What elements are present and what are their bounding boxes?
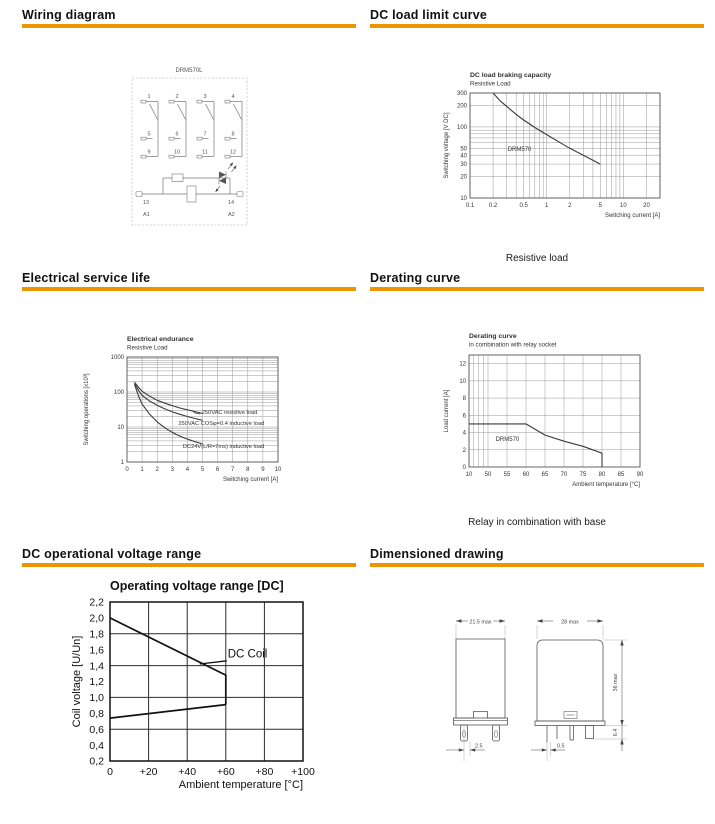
- x-tick-label: +60: [216, 766, 235, 778]
- y-tick-label: 1000: [110, 355, 124, 362]
- pin-pad: [169, 137, 174, 140]
- y-tick-label: 1,8: [89, 628, 104, 641]
- chart-title: Derating curve: [469, 333, 517, 340]
- y-tick-label: 1,2: [89, 676, 104, 689]
- x-tick-label: 1: [545, 203, 549, 209]
- pin-pad: [197, 100, 202, 103]
- x-tick-label: +40: [178, 766, 197, 778]
- x-tick-label: 3: [170, 467, 174, 473]
- y-tick-label: 0: [462, 465, 466, 472]
- chart-subtitle: Resistive Load: [470, 80, 511, 88]
- x-tick-label: 75: [579, 472, 587, 478]
- section-dimensions-header: [370, 547, 704, 567]
- x-axis-label: Switching current [A]: [222, 477, 278, 483]
- series-label: 250VAC COSφ=0.4 inductive load: [178, 420, 265, 427]
- x-tick-label: 60: [522, 472, 530, 478]
- pin-number-top: 2: [175, 94, 179, 100]
- x-tick-label: 65: [541, 472, 549, 478]
- chart-title: Operating voltage range [DC]: [110, 579, 284, 593]
- section-title-service-life: Electrical service life: [22, 271, 151, 285]
- x-tick-label: 0.2: [488, 203, 498, 209]
- pin-number-mid: 8: [231, 131, 235, 138]
- section-service-life-header: [22, 271, 356, 291]
- relay-front-view: [446, 619, 508, 761]
- y-tick-label: 10: [459, 378, 466, 385]
- y-tick-label: 100: [456, 125, 467, 132]
- y-axis-label: Switching voltage [V DC]: [444, 112, 450, 179]
- contact-arm: [178, 104, 186, 120]
- section-underline: [370, 563, 704, 567]
- pin-number-bottom: 10: [173, 149, 181, 156]
- dim-pitch-left-label: 2.5: [475, 743, 483, 750]
- x-axis-label: Switching current [A]: [604, 213, 660, 219]
- x-tick-label: 0.5: [519, 203, 528, 209]
- dim-pitch-right-label: 0.5: [557, 743, 565, 750]
- pin-pad: [169, 155, 174, 158]
- pin-pad: [225, 155, 230, 158]
- section-underline: [22, 563, 356, 567]
- y-tick-label: 12: [459, 361, 466, 368]
- pin-number-mid: 6: [175, 131, 179, 138]
- x-tick-label: 90: [636, 472, 644, 478]
- x-tick-label: 10: [620, 203, 627, 209]
- label-leader-line: [200, 661, 227, 664]
- x-tick-label: +100: [291, 766, 315, 778]
- contact-arm: [150, 104, 158, 120]
- y-axis-label: Switching operations [x10³]: [84, 373, 90, 446]
- relay-side-view: [531, 619, 627, 761]
- derating-chart: [440, 326, 680, 496]
- series-label: DC Coil: [227, 648, 268, 661]
- coil-pin-13: 13: [143, 200, 150, 206]
- section-title-voltage-range: DC operational voltage range: [22, 547, 202, 561]
- section-title-derating: Derating curve: [370, 271, 461, 285]
- pin-number-bottom: 9: [147, 149, 151, 156]
- section-underline: [370, 24, 704, 28]
- pin-pad: [141, 137, 146, 140]
- section-title-dimensions: Dimensioned drawing: [370, 547, 504, 561]
- pin-pad: [225, 137, 230, 140]
- coil-terminal-a2-label: A2: [228, 212, 235, 218]
- wiring-diagram: [128, 58, 252, 230]
- x-tick-label: 70: [560, 472, 568, 478]
- y-axis-label: Coil voltage [U/Un]: [71, 635, 83, 728]
- x-tick-label: 9: [261, 467, 265, 473]
- x-tick-label: 7: [231, 467, 235, 473]
- y-tick-label: 2,0: [89, 612, 104, 625]
- y-tick-label: 200: [456, 103, 467, 110]
- x-tick-label: 0.1: [465, 203, 475, 209]
- contact-arm: [206, 104, 214, 120]
- y-tick-label: 0,2: [89, 755, 104, 768]
- x-tick-label: 2: [155, 467, 159, 473]
- pin-number-bottom: 12: [229, 149, 237, 156]
- x-tick-label: 0: [125, 467, 129, 473]
- pin-number-top: 1: [147, 94, 151, 100]
- plot-border: [110, 602, 303, 761]
- series-label: DC24V(L/R=7ms) inductive load: [182, 444, 265, 451]
- x-tick-label: 4: [185, 467, 190, 473]
- series-label: DRM570: [495, 437, 520, 444]
- section-dc-load-header: [370, 8, 704, 28]
- section-voltage-range-header: [22, 547, 356, 567]
- y-tick-label: 40: [460, 153, 467, 160]
- pin-pad: [169, 100, 174, 103]
- x-axis-label: Ambient temperature [°C]: [178, 779, 303, 791]
- x-tick-label: 85: [617, 472, 625, 478]
- x-tick-label: 10: [274, 467, 282, 473]
- y-axis-label: Load current [A]: [444, 389, 450, 433]
- x-tick-label: 1: [140, 467, 144, 473]
- chart-subtitle: in combination with relay socket: [469, 341, 557, 349]
- y-tick-label: 50: [460, 146, 467, 153]
- pin-number-top: 4: [231, 94, 235, 100]
- y-tick-label: 1,6: [89, 644, 104, 657]
- pin-pad: [225, 100, 230, 103]
- y-tick-label: 2,2: [89, 596, 104, 609]
- x-tick-label: 5: [200, 467, 205, 473]
- pin-number-mid: 5: [147, 131, 151, 138]
- y-tick-label: 8: [462, 396, 466, 403]
- resistor-symbol: [172, 174, 183, 182]
- operating-voltage-chart: [28, 572, 340, 794]
- series-label: DRM570: [507, 146, 532, 153]
- y-tick-label: 0,8: [89, 707, 104, 720]
- x-tick-label: 20: [643, 203, 650, 209]
- dim-width-left-label: 21.5 max: [469, 619, 492, 626]
- x-tick-label: +80: [255, 766, 274, 778]
- caption-resistive-load: Resistive load: [505, 253, 569, 264]
- x-tick-label: 8: [246, 467, 250, 473]
- y-tick-label: 0,4: [89, 739, 104, 752]
- coil-pin-14: 14: [228, 200, 235, 206]
- x-tick-label: 0: [107, 766, 113, 778]
- contact-arm: [234, 104, 242, 120]
- series-label: 250VAC resistive load: [201, 410, 258, 417]
- chart-title: DC load braking capacity: [470, 72, 552, 79]
- x-tick-label: 2: [568, 203, 572, 209]
- coil-symbol: [187, 186, 196, 202]
- y-tick-label: 10: [117, 425, 124, 432]
- y-tick-label: 100: [113, 390, 124, 397]
- section-title-dc-load: DC load limit curve: [370, 8, 488, 22]
- y-tick-label: 10: [460, 196, 467, 203]
- y-tick-label: 1,4: [89, 660, 104, 673]
- y-tick-label: 1: [120, 460, 124, 467]
- pin-number-mid: 7: [203, 131, 207, 138]
- y-tick-label: 6: [462, 413, 466, 420]
- y-tick-label: 0,6: [89, 723, 104, 736]
- y-tick-label: 2: [462, 447, 466, 454]
- dim-height-label: 36 max: [613, 673, 619, 692]
- pin-number-top: 3: [203, 94, 207, 100]
- section-underline: [370, 287, 704, 291]
- section-underline: [22, 287, 356, 291]
- chart-title: Electrical endurance: [127, 336, 194, 343]
- led-symbol: [216, 163, 237, 193]
- y-tick-label: 20: [460, 174, 467, 181]
- series-line: [135, 384, 203, 421]
- coil-circuit: [136, 163, 243, 219]
- dc-load-limit-chart: [440, 64, 680, 224]
- y-tick-label: 300: [456, 91, 467, 98]
- dim-width-right-label: 28 max: [561, 619, 579, 626]
- series-line: [469, 424, 602, 467]
- dim-pin-length-label: 6.4: [613, 728, 619, 737]
- y-tick-label: 4: [462, 430, 466, 437]
- section-title-wiring: Wiring diagram: [22, 8, 116, 22]
- x-axis-label: Ambient temperature [°C]: [572, 482, 640, 488]
- terminal-a1: [136, 192, 142, 197]
- relay-model-label: DRM570L: [175, 68, 203, 74]
- electrical-endurance-chart: [80, 326, 310, 486]
- section-underline: [22, 24, 356, 28]
- caption-relay-with-base: Relay in combination with base: [468, 517, 606, 528]
- series-line: [110, 705, 226, 719]
- plot-border: [469, 355, 640, 467]
- pin-number-bottom: 11: [202, 149, 208, 156]
- x-tick-label: 6: [215, 467, 220, 473]
- x-tick-label: +20: [139, 766, 158, 778]
- x-tick-label: 80: [598, 472, 606, 478]
- pin-pad: [197, 155, 202, 158]
- pin-pad: [141, 100, 146, 103]
- terminal-a2: [237, 192, 243, 197]
- contact-poles: [141, 94, 242, 158]
- section-wiring-header: [22, 8, 356, 28]
- series-line: [110, 618, 226, 705]
- dimensioned-drawing: [430, 590, 708, 788]
- x-tick-label: 10: [465, 472, 473, 478]
- section-derating-header: [370, 271, 704, 291]
- x-tick-label: 5: [598, 203, 602, 209]
- y-tick-label: 1,0: [89, 692, 104, 705]
- y-tick-label: 30: [460, 162, 467, 169]
- pin-pad: [197, 137, 202, 140]
- chart-subtitle: Resistive Load: [127, 344, 168, 352]
- x-tick-label: 55: [503, 472, 511, 478]
- coil-terminal-a1-label: A1: [143, 212, 150, 218]
- x-tick-label: 50: [484, 472, 492, 478]
- pin-pad: [141, 155, 146, 158]
